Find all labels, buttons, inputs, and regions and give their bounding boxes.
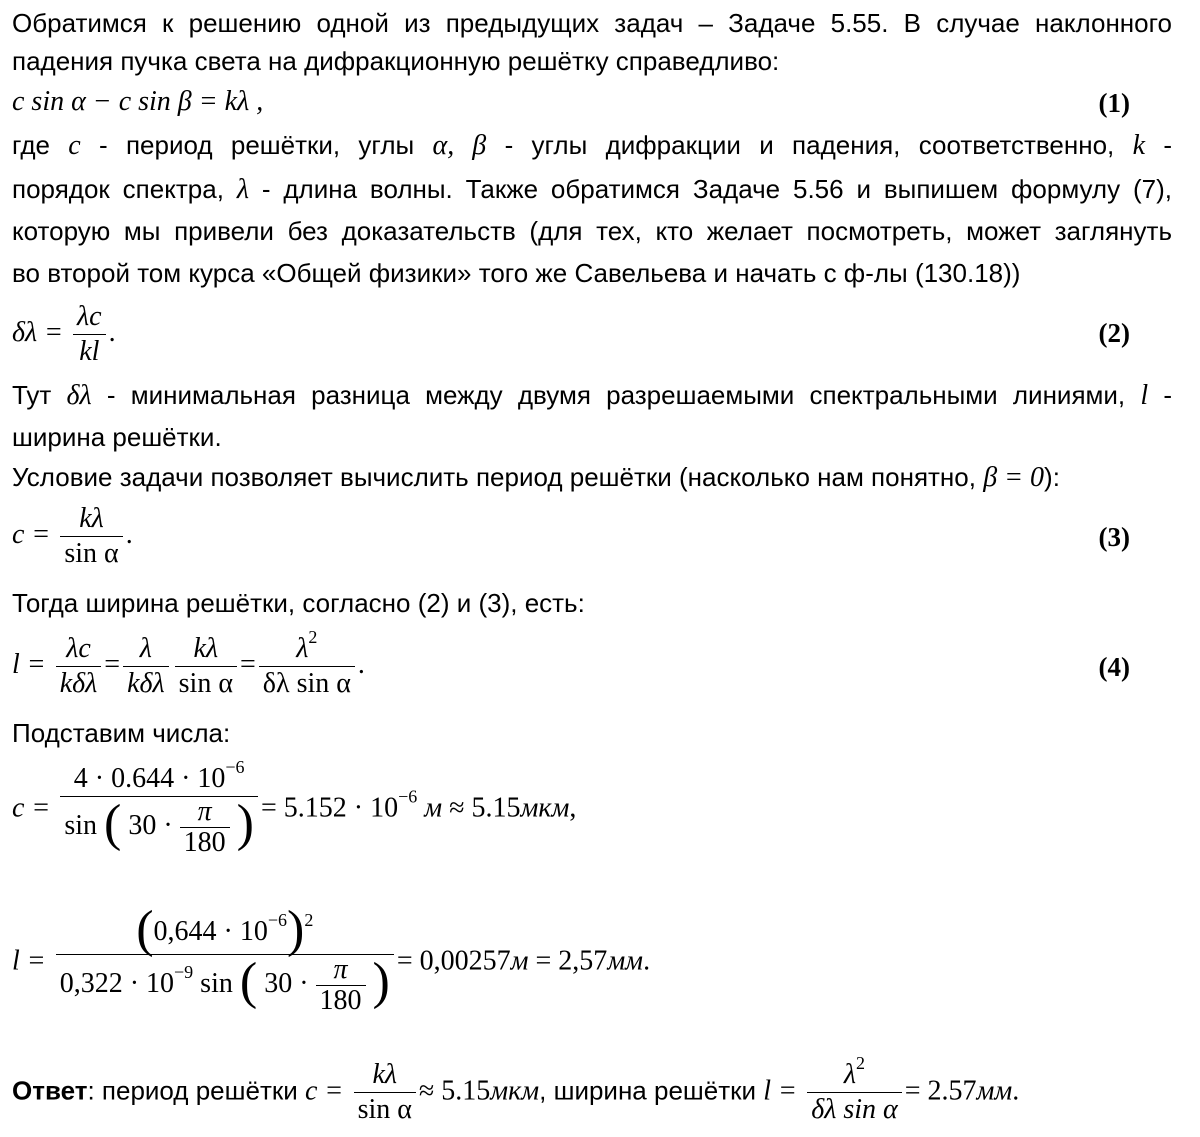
answer-l-lhs: l =	[763, 1075, 797, 1107]
close-paren: )	[236, 794, 254, 852]
denominator: kδλ	[59, 668, 98, 699]
description-line-3: которую мы привели без доказательств (для тех, кто желает посмотреть, может заглянуть	[12, 216, 1172, 246]
calc-l-fraction	[56, 901, 394, 1016]
denominator: sin α	[64, 538, 119, 569]
text: - период решётки, углы	[99, 130, 415, 160]
substitute-line: Подставим числа:	[12, 718, 231, 748]
pi-over-180	[316, 955, 366, 1016]
denominator: δλ sin α	[811, 1094, 898, 1125]
close-paren: )	[287, 901, 305, 958]
text: -	[1163, 130, 1172, 160]
result-b: = 2,57	[535, 945, 608, 977]
description-line-4: во второй том курса «Общей физики» того же Савельева и начать с ф-лы (130.18))	[12, 258, 1021, 288]
open-paren: (	[136, 901, 154, 958]
equation-3-fraction	[60, 502, 122, 571]
answer-line	[12, 1053, 1020, 1127]
symbol-l: l	[1140, 380, 1149, 411]
equation-4-fraction-1	[56, 632, 102, 701]
equation-4-lhs: l =	[12, 648, 46, 680]
denominator: kl	[79, 336, 100, 367]
calc-c-lhs: c =	[12, 792, 51, 824]
text: Условие задачи позволяет вычислить период решётки (насколько нам понятно,	[12, 462, 976, 492]
symbol-delta-lambda: δλ	[66, 380, 92, 411]
text: порядок спектра,	[12, 174, 224, 204]
unit: мкм	[520, 792, 570, 824]
equation-2-fraction	[73, 300, 106, 369]
exponent: 2	[308, 627, 318, 647]
lambda: λ	[296, 633, 309, 664]
power: 2	[304, 910, 314, 930]
equation-1	[12, 86, 263, 118]
text: - длина волны. Также обратимся Задаче 5.56 и выпишем формулу (7),	[261, 174, 1172, 204]
numerator: kλ	[354, 1058, 416, 1093]
equation-2-lhs: δλ =	[12, 316, 64, 348]
description-line-2	[12, 172, 1172, 207]
then-line: Тогда ширина решётки, согласно (2) и (3), есть:	[12, 588, 585, 618]
value: 180	[183, 827, 226, 858]
answer-label: Ответ	[12, 1075, 88, 1106]
equation-3-lhs: c =	[12, 518, 51, 550]
numerator: kλ	[60, 502, 122, 537]
equation-2-number: (2)	[1098, 318, 1130, 348]
close-paren: )	[372, 952, 390, 1010]
unit: мм	[607, 945, 644, 977]
lambda: λ	[843, 1059, 857, 1090]
value: 30 ·	[264, 967, 309, 999]
intro-line-1: Обратимся к решению одной из предыдущих задач – Задаче 5.55. В случае наклонного	[12, 8, 1172, 38]
explanation-line-2: ширина решётки.	[12, 422, 222, 452]
numerator: λc	[73, 300, 106, 335]
open-paren: (	[104, 794, 122, 852]
answer-l-value: = 2.57	[904, 1075, 977, 1107]
open-paren: (	[239, 952, 258, 1010]
numerator	[807, 1053, 902, 1093]
text: где	[12, 130, 50, 160]
numerator: kλ	[175, 632, 237, 667]
text: Тут	[12, 380, 52, 410]
calc-l-lhs: l =	[12, 945, 46, 977]
numerator	[56, 901, 394, 958]
unit: мм	[976, 1075, 1013, 1107]
denominator	[56, 952, 394, 1016]
equation-1-formula: c sin α − c sin β = kλ ,	[12, 86, 264, 117]
period: .	[1012, 1075, 1020, 1107]
comma: ,	[569, 792, 577, 824]
text: ):	[1044, 462, 1060, 492]
denominator: sin α	[357, 1094, 412, 1125]
text: -	[1163, 380, 1172, 410]
symbol-alpha-beta: α, β	[432, 130, 487, 161]
equation-1-number: (1)	[1098, 88, 1130, 118]
result-b: ≈ 5.15	[449, 792, 521, 824]
symbol-beta-zero: β = 0	[983, 462, 1045, 493]
denominator: sin α	[178, 668, 233, 699]
symbol-k: k	[1132, 130, 1146, 161]
equation-2	[12, 300, 116, 369]
value: 0,322 · 10	[59, 967, 175, 999]
numerator: λ	[123, 632, 169, 667]
equals: =	[240, 648, 256, 680]
condition-line	[12, 460, 1172, 495]
equation-4-number: (4)	[1098, 652, 1130, 682]
period: .	[108, 316, 116, 348]
numerator	[60, 757, 258, 797]
exponent: 2	[856, 1053, 866, 1073]
pi: π	[180, 797, 230, 828]
denominator: δλ sin α	[262, 668, 351, 699]
sin: sin	[200, 967, 233, 999]
equation-4	[12, 627, 365, 701]
answer-c-value: ≈ 5.15	[418, 1075, 491, 1107]
period: .	[357, 648, 365, 680]
text: - углы дифракции и падения, соответственно,	[504, 130, 1115, 160]
description-line-1	[12, 128, 1172, 163]
equation-3	[12, 502, 133, 571]
equation-4-fraction-4	[259, 627, 355, 701]
numerator	[259, 627, 355, 667]
pi: π	[316, 955, 366, 986]
pi-over-180	[180, 797, 230, 858]
equation-4-fraction-3	[175, 632, 237, 701]
symbol-c: c	[68, 130, 81, 161]
result-a: = 5.152 · 10	[261, 792, 399, 824]
answer-c-lhs: c =	[305, 1075, 344, 1107]
unit: мкм	[490, 1075, 540, 1107]
answer-l-fraction	[807, 1053, 902, 1127]
equation-3-number: (3)	[1098, 522, 1130, 552]
exponent: −6	[267, 910, 287, 930]
exponent: −9	[174, 961, 194, 982]
exponent: −6	[225, 757, 245, 777]
text: , ширина решётки	[539, 1075, 757, 1106]
explanation-line-1	[12, 378, 1172, 413]
equation-4-fraction-2	[123, 632, 169, 701]
intro-line-2: падения пучка света на дифракционную решётку справедливо:	[12, 46, 780, 76]
period: .	[125, 518, 133, 550]
result-a: = 0,00257	[396, 945, 511, 977]
text: : период решётки	[87, 1075, 298, 1106]
value: 180	[319, 985, 362, 1016]
numerator: λc	[56, 632, 102, 667]
denominator: kδλ	[127, 668, 165, 699]
calculation-c	[12, 757, 577, 858]
period: .	[643, 945, 651, 977]
answer-c-fraction	[354, 1058, 416, 1127]
calc-c-fraction	[60, 757, 258, 858]
unit: м	[424, 792, 443, 824]
value: 4 · 0.644 · 10	[73, 763, 226, 794]
exponent: −6	[398, 786, 418, 807]
unit: м	[510, 945, 529, 977]
value: 0,644 · 10	[153, 916, 268, 947]
denominator	[60, 794, 258, 858]
calculation-l	[12, 901, 651, 1016]
text: - минимальная разница между двумя разрешаемыми спектральными линиями,	[106, 380, 1126, 410]
value: 30 ·	[128, 809, 173, 841]
sin: sin	[64, 809, 98, 841]
symbol-lambda: λ	[236, 174, 249, 205]
equals: =	[104, 648, 121, 680]
